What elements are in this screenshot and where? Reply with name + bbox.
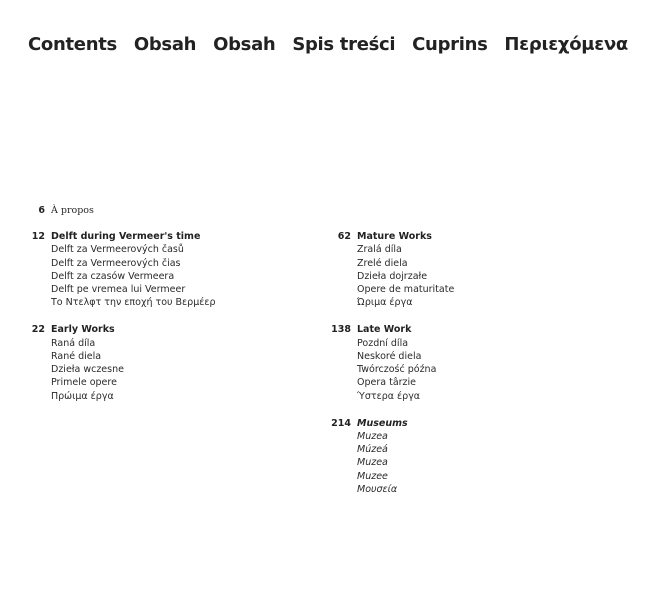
toc-entry-delft[interactable]	[20, 230, 216, 310]
translation-line: Ύστερα έργα	[357, 390, 421, 402]
page-number: 6	[38, 205, 45, 216]
translation-line: Μουσεία	[357, 484, 398, 496]
section-heading: Delft during Vermeer's time	[51, 231, 201, 242]
translation-line: Muzea	[357, 457, 388, 469]
translation-line: Delft za Vermeerových čias	[51, 257, 181, 269]
translation-line: Pozdní díla	[357, 337, 409, 349]
title-english: Contents	[28, 34, 117, 55]
translation-line: Múzeá	[357, 444, 388, 456]
toc-entry-museums[interactable]	[326, 417, 454, 497]
translation-line: Rané diela	[51, 350, 102, 362]
translation-line: Delft pe vremea lui Vermeer	[51, 284, 186, 296]
translation-line: Primele opere	[51, 377, 117, 389]
translation-line: Delft za Vermeerových časů	[51, 244, 184, 256]
section-heading: Late Work	[357, 324, 412, 336]
page-number: 62	[337, 231, 351, 242]
entry-label: À propos	[51, 205, 94, 216]
translation-line: Dzieła dojrzałe	[357, 270, 428, 282]
translation-line: Twórczość późna	[357, 364, 437, 376]
toc-entry-a-propos[interactable]	[20, 204, 94, 217]
toc-entry-late-work[interactable]	[326, 323, 454, 403]
title-greek: Περιεχόμενα	[504, 34, 628, 55]
toc-column-left	[20, 230, 216, 417]
contents-title-row	[28, 34, 628, 55]
toc-entry-early-works[interactable]	[20, 323, 216, 403]
title-czech: Obsah	[133, 34, 197, 55]
title-polish: Spis treści	[292, 34, 396, 55]
page-number: 22	[31, 324, 45, 336]
translation-line: Zralá díla	[357, 244, 402, 256]
section-heading: Mature Works	[357, 231, 432, 242]
translation-line: Zrelé diela	[357, 257, 408, 269]
translation-line: Opera târzie	[357, 377, 417, 389]
translation-line: Dzieła wczesne	[51, 364, 124, 376]
section-heading: Museums	[357, 417, 408, 429]
translation-line: Neskoré diela	[357, 350, 422, 362]
toc-entry-mature-works[interactable]	[326, 230, 454, 310]
translation-line: Raná díla	[51, 337, 96, 349]
title-slovak: Obsah	[213, 34, 276, 55]
translation-line: Muzee	[357, 470, 388, 482]
title-romanian: Cuprins	[412, 34, 488, 55]
translation-line: Ώριμα έργα	[357, 297, 413, 309]
translation-line: Opere de maturitate	[357, 284, 455, 296]
page-number: 12	[31, 231, 45, 242]
translation-line: Πρώιμα έργα	[51, 390, 114, 402]
translation-line: Delft za czasów Vermeera	[51, 270, 175, 282]
page-number: 138	[331, 324, 351, 336]
page-number: 214	[331, 417, 351, 429]
toc-column-right	[326, 230, 454, 510]
translation-line: Muzea	[357, 430, 388, 442]
section-heading: Early Works	[51, 324, 115, 336]
translation-line: Το Ντελφτ την εποχή του Βερμέερ	[51, 297, 216, 309]
